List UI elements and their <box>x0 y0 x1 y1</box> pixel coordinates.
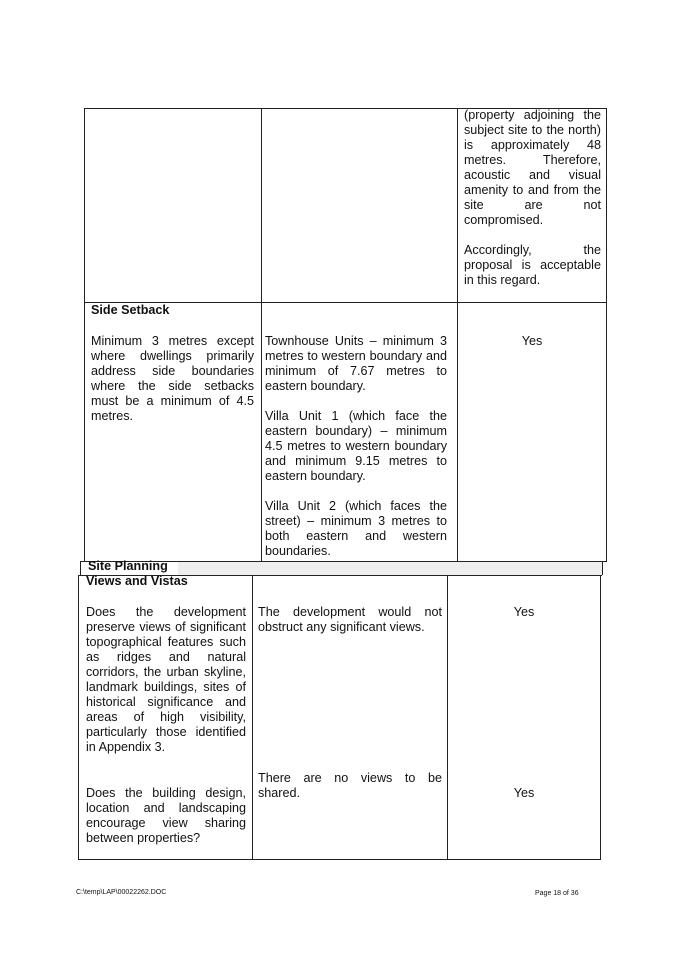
table-border <box>261 108 262 561</box>
views-vistas-compliance-2: Yes <box>513 786 535 800</box>
side-setback-proposal-cell <box>265 334 447 559</box>
site-planning-band <box>178 561 602 575</box>
side-setback-compliance: Yes <box>521 334 543 348</box>
site-planning-heading: Site Planning <box>88 559 168 573</box>
table-border <box>606 108 607 561</box>
table-border <box>84 108 85 561</box>
side-setback-heading: Side Setback <box>91 303 170 317</box>
table-border <box>600 575 601 859</box>
table-border <box>602 561 603 575</box>
table-border <box>80 561 81 575</box>
views-vistas-proposal-1: The development would not obstruct any significant views. <box>258 605 442 634</box>
views-vistas-control-1: Does the development preserve views of significant topographical features such as ridges and natural corridors, the urban skyline, landmark buildings, sites of historical significance and areas of high visibility, particularly those identified in Appendix 3. <box>86 605 246 754</box>
views-vistas-heading: Views and Vistas <box>86 574 188 588</box>
table-border <box>78 859 601 860</box>
side-setback-proposal-1: Townhouse Units – minimum 3 metres to western boundary and minimum of 7.67 metres to eastern boundary. <box>265 334 447 393</box>
side-setback-control: Minimum 3 metres except where dwellings primarily address side boundaries where the side setbacks must be a minimum of 4.5 metres. <box>91 334 254 423</box>
top-row-compliance-cell <box>464 108 601 288</box>
views-vistas-control-2: Does the building design, location and landscaping encourage view sharing between properties? <box>86 786 246 845</box>
top-row-para-2: Accordingly, the proposal is acceptable in this regard. <box>464 243 601 287</box>
footer-page-number: Page 18 of 36 <box>535 890 579 897</box>
top-row-para-1: (property adjoining the subject site to the north) is approximately 48 metres. Therefore, acoustic and visual amenity to and from the site are not compromised. <box>464 108 601 227</box>
views-vistas-compliance-1: Yes <box>513 605 535 619</box>
views-vistas-proposal-2: There are no views to be shared. <box>258 771 442 800</box>
table-border <box>252 575 253 859</box>
footer-file-path: C:\temp\LAP\00022262.DOC <box>76 889 167 896</box>
side-setback-proposal-3: Villa Unit 2 (which faces the street) – minimum 3 metres to both eastern and western boundaries. <box>265 499 447 558</box>
table-border <box>78 575 79 859</box>
side-setback-proposal-2: Villa Unit 1 (which face the eastern boundary) – minimum 4.5 metres to western boundary and minimum 9.15 metres to eastern boundary. <box>265 409 447 483</box>
